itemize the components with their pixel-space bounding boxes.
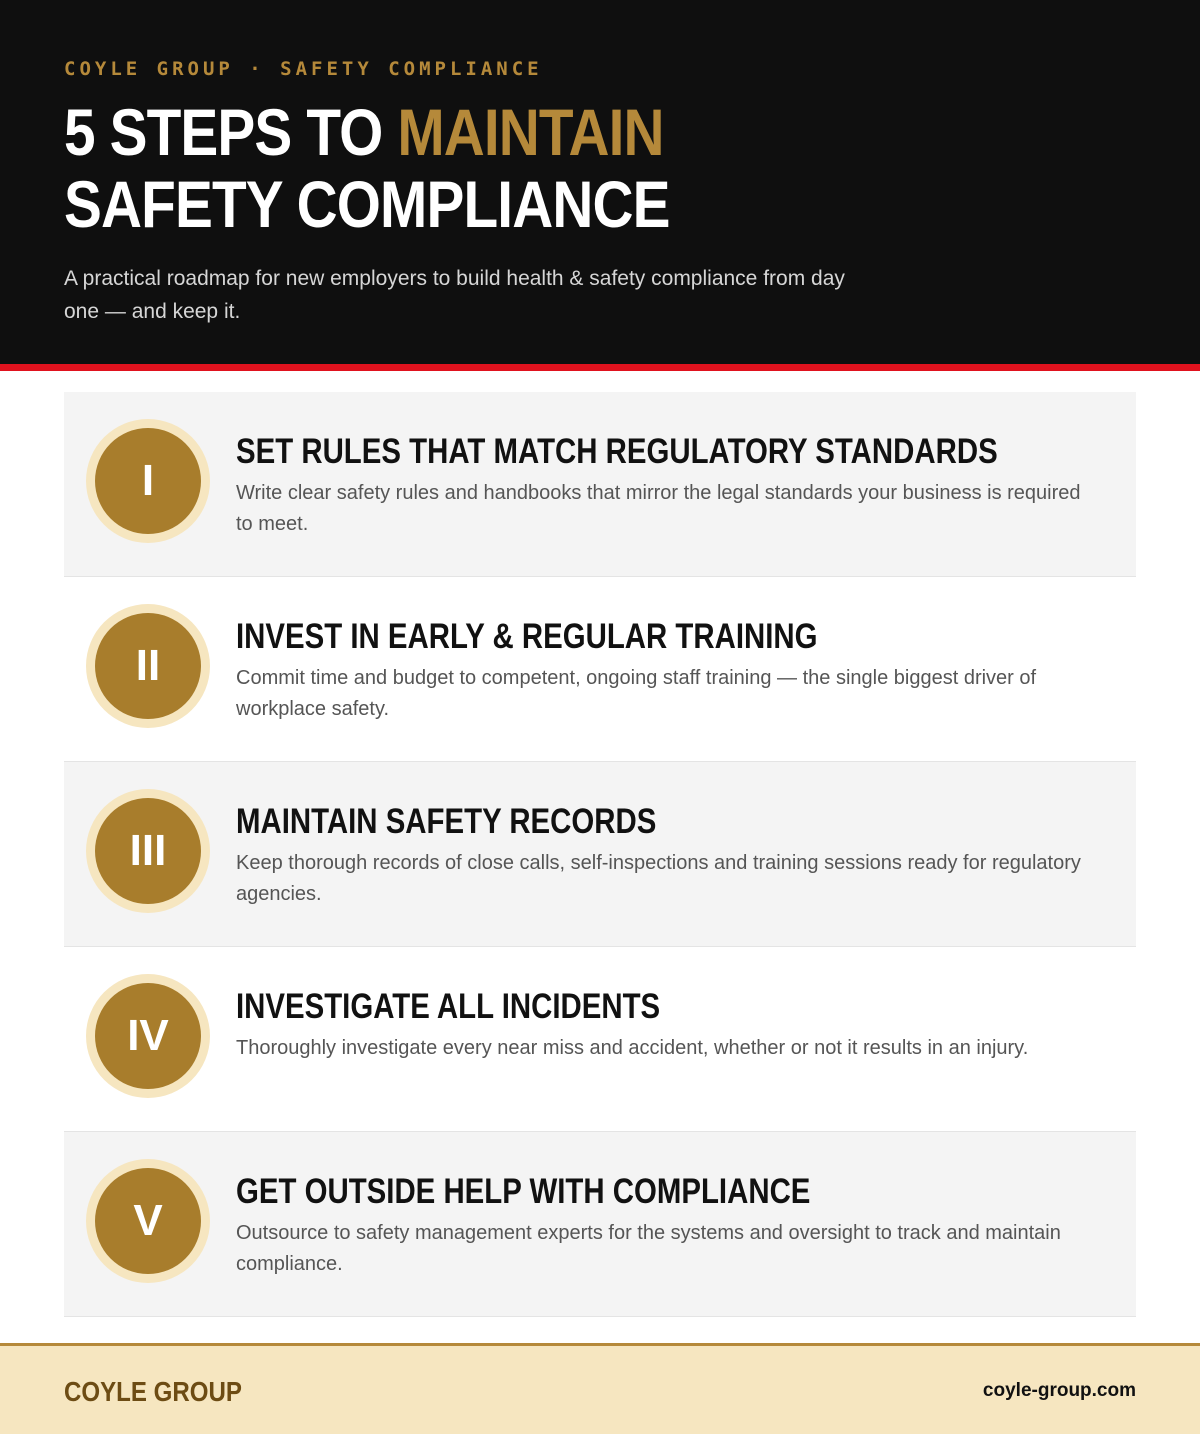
step-description: Thoroughly investigate every near miss and accident, whether or not it results in an injury. xyxy=(236,1037,1029,1059)
step-title: MAINTAIN SAFETY RECORDS xyxy=(236,802,657,841)
steps-list xyxy=(64,392,1136,1317)
step-description: Outsource to safety management experts for the systems and oversight to track and maintain compliance. xyxy=(236,1222,1061,1275)
step-badge xyxy=(86,604,210,728)
red-divider xyxy=(0,364,1200,371)
step-badge xyxy=(86,789,210,913)
step-card xyxy=(64,947,1136,1132)
step-numeral: III xyxy=(95,798,201,904)
step-card xyxy=(64,1132,1136,1317)
step-description: Commit time and budget to competent, ongoing staff training — the single biggest driver of workplace safety. xyxy=(236,667,1037,720)
step-title: SET RULES THAT MATCH REGULATORY STANDARDS xyxy=(236,432,998,471)
page-title xyxy=(64,96,924,240)
title-line2: SAFETY COMPLIANCE xyxy=(64,167,670,241)
subtitle: A practical roadmap for new employers to build health & safety compliance from day one — and keep it. xyxy=(64,267,845,323)
step-numeral: IV xyxy=(95,983,201,1089)
title-part1: 5 STEPS TO xyxy=(64,95,398,169)
step-title: INVEST IN EARLY & REGULAR TRAINING xyxy=(236,617,818,656)
step-numeral: V xyxy=(95,1168,201,1274)
step-title: INVESTIGATE ALL INCIDENTS xyxy=(236,987,661,1026)
step-badge xyxy=(86,419,210,543)
header xyxy=(0,0,1200,364)
eyebrow: COYLE GROUP · SAFETY COMPLIANCE xyxy=(64,58,543,80)
step-badge xyxy=(86,1159,210,1283)
step-badge xyxy=(86,974,210,1098)
step-numeral: II xyxy=(95,613,201,719)
footer xyxy=(0,1343,1200,1434)
step-description: Keep thorough records of close calls, self-inspections and training sessions ready for regulatory agencies. xyxy=(236,852,1081,905)
step-card xyxy=(64,577,1136,762)
title-accent: MAINTAIN xyxy=(397,95,664,169)
footer-url[interactable]: coyle-group.com xyxy=(982,1380,1136,1401)
footer-brand: COYLE GROUP xyxy=(64,1376,242,1407)
step-title: GET OUTSIDE HELP WITH COMPLIANCE xyxy=(236,1172,811,1211)
step-description: Write clear safety rules and handbooks that mirror the legal standards your business is required to meet. xyxy=(236,482,1081,535)
step-card xyxy=(64,762,1136,947)
step-card xyxy=(64,392,1136,577)
step-numeral: I xyxy=(95,428,201,534)
